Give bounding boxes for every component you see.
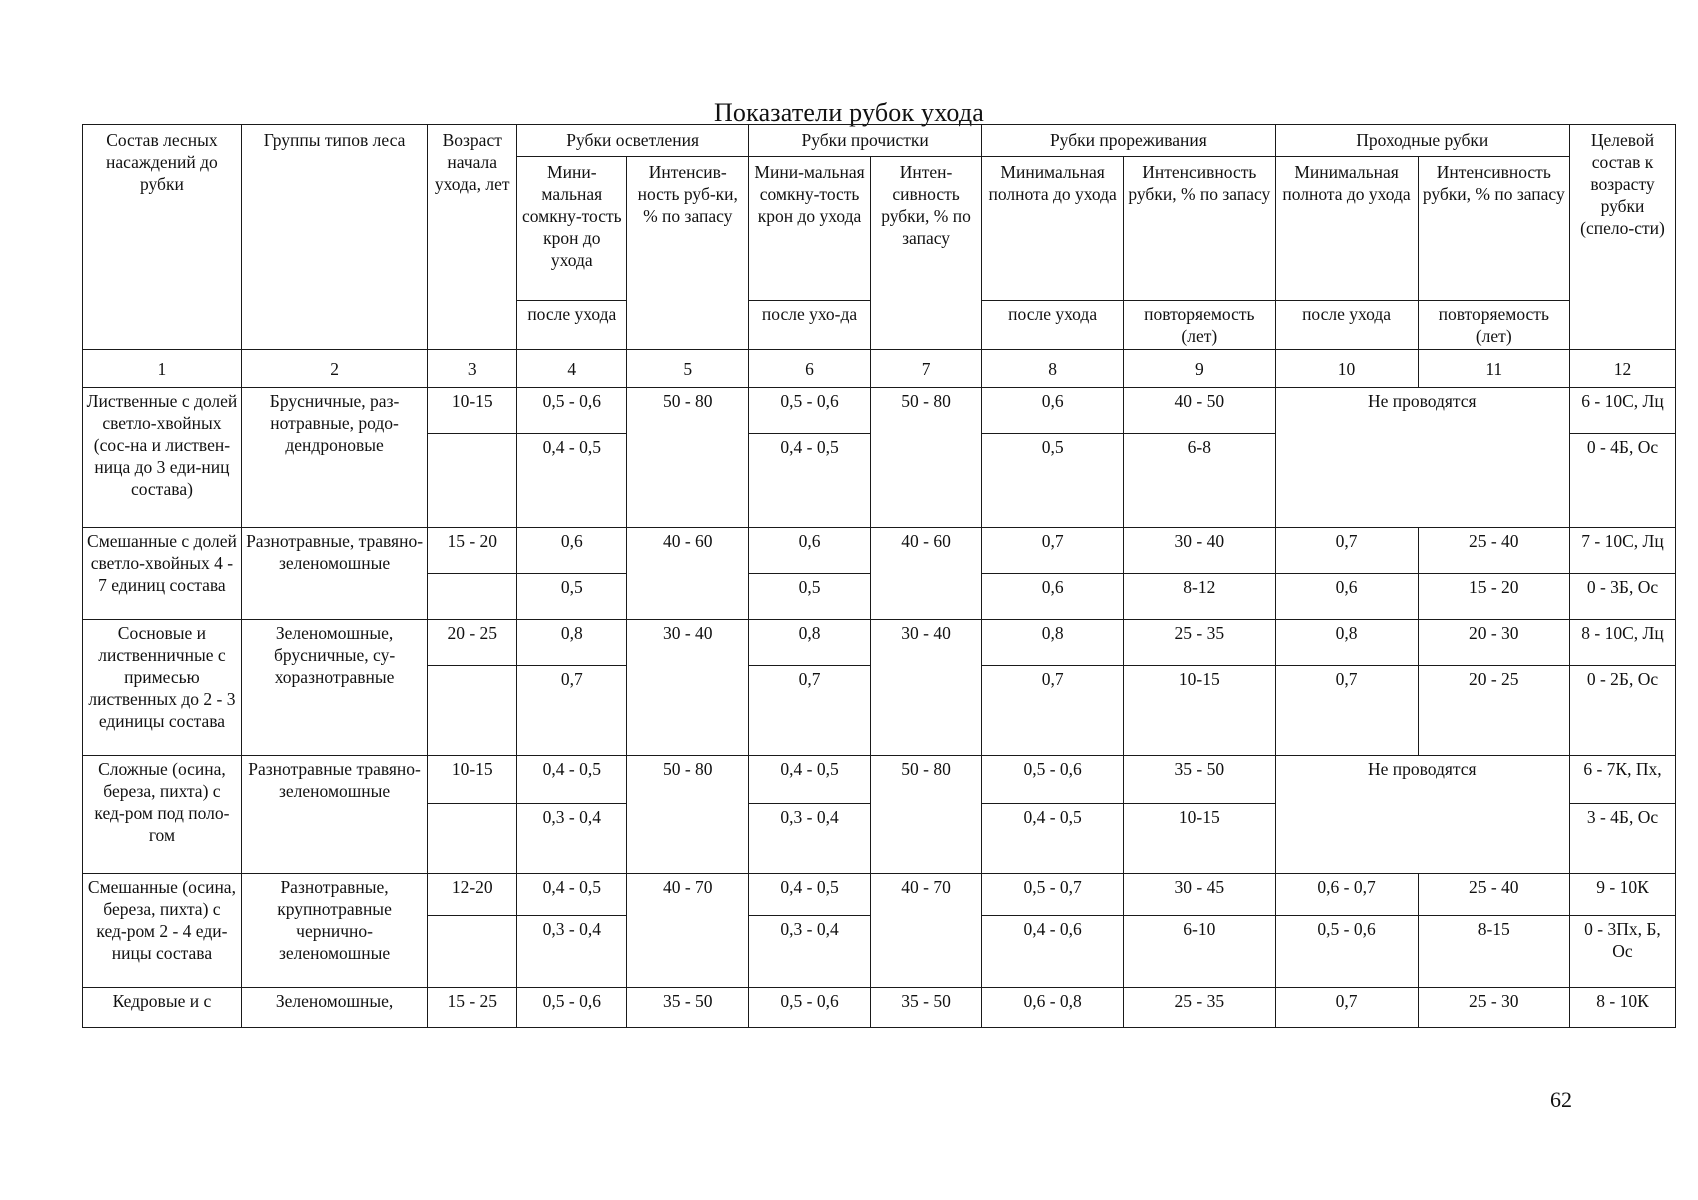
header-after-care: после ухода	[1275, 301, 1418, 350]
value-cell: 0,8	[749, 620, 871, 666]
table-row	[83, 620, 1676, 666]
target-cell: 6 - 10С, Лц	[1570, 388, 1676, 434]
value-cell: 50 - 80	[870, 388, 981, 528]
header-intensity-pass: Интенсивность рубки, % по запасу	[1418, 157, 1569, 301]
value-cell: 8-12	[1124, 574, 1275, 620]
value-cell: 50 - 80	[627, 388, 749, 528]
value-cell: 25 - 35	[1124, 620, 1275, 666]
forest-types-cell: Разнотравные травяно-зеленомошные	[241, 756, 427, 874]
value-cell: 0,5 - 0,6	[982, 756, 1124, 804]
forest-types-cell: Разнотравные, травяно-зеленомошные	[241, 528, 427, 620]
composition-cell: Сосновые и лиственничные с примесью лиственных до 2 - 3 единицы состава	[83, 620, 242, 756]
value-cell: 0,5	[982, 434, 1124, 528]
forest-types-cell: Зеленомошные,	[241, 988, 427, 1028]
composition-cell: Сложные (осина, береза, пихта) с кед-ром под поло-гом	[83, 756, 242, 874]
header-after-care: после ухо-да	[749, 301, 871, 350]
passage-note: Не проводятся	[1275, 388, 1569, 528]
start-age-cell: 15 - 25	[428, 988, 517, 1028]
header-intensity-clean: Интен-сивность рубки, % по запасу	[870, 157, 981, 350]
value-cell: 8-15	[1418, 916, 1569, 988]
start-age-cell: 10-15	[428, 756, 517, 804]
value-cell: 20 - 30	[1418, 620, 1569, 666]
value-cell: 0,7	[749, 666, 871, 756]
start-age-cell	[428, 574, 517, 620]
value-cell: 30 - 45	[1124, 874, 1275, 916]
column-number: 9	[1124, 350, 1275, 388]
value-cell: 0,5 - 0,6	[749, 388, 871, 434]
target-cell: 6 - 7К, Пх,	[1570, 756, 1676, 804]
header-forest-types: Группы типов леса	[241, 125, 427, 350]
header-composition: Состав лесных насаждений до рубки	[83, 125, 242, 350]
column-number: 6	[749, 350, 871, 388]
column-number: 3	[428, 350, 517, 388]
value-cell: 0,5 - 0,6	[517, 388, 627, 434]
value-cell: 6-10	[1124, 916, 1275, 988]
header-intensity-thin: Интенсивность рубки, % по запасу	[1124, 157, 1275, 301]
header-thinning: Рубки прореживания	[982, 125, 1275, 157]
value-cell: 0,6	[517, 528, 627, 574]
target-cell: 9 - 10К	[1570, 874, 1676, 916]
value-cell: 30 - 40	[870, 620, 981, 756]
table-row	[83, 388, 1676, 434]
forest-types-cell: Брусничные, раз-нотравные, родо-дендроновые	[241, 388, 427, 528]
value-cell: 0,3 - 0,4	[517, 916, 627, 988]
passage-note: Не проводятся	[1275, 756, 1569, 874]
value-cell: 10-15	[1124, 666, 1275, 756]
header-passage: Проходные рубки	[1275, 125, 1569, 157]
value-cell: 35 - 50	[627, 988, 749, 1028]
value-cell: 0,4 - 0,5	[749, 434, 871, 528]
header-cleaning: Рубки прочистки	[749, 125, 982, 157]
header-repeat: повторяемость (лет)	[1418, 301, 1569, 350]
value-cell: 0,4 - 0,5	[517, 434, 627, 528]
start-age-cell	[428, 916, 517, 988]
value-cell: 0,6	[982, 574, 1124, 620]
value-cell: 40 - 50	[1124, 388, 1275, 434]
table-row	[83, 988, 1676, 1028]
header-start-age: Возраст начала ухода, лет	[428, 125, 517, 350]
value-cell: 0,7	[1275, 988, 1418, 1028]
start-age-cell	[428, 666, 517, 756]
value-cell: 0,3 - 0,4	[749, 804, 871, 874]
start-age-cell: 20 - 25	[428, 620, 517, 666]
column-number: 4	[517, 350, 627, 388]
column-number: 10	[1275, 350, 1418, 388]
target-cell: 0 - 3Пх, Б, Ос	[1570, 916, 1676, 988]
value-cell: 40 - 60	[627, 528, 749, 620]
page-title: Показатели рубок ухода	[713, 98, 985, 127]
value-cell: 0,3 - 0,4	[749, 916, 871, 988]
value-cell: 25 - 35	[1124, 988, 1275, 1028]
header-target: Целевой состав к возрасту рубки (спело-сти)	[1570, 125, 1676, 350]
header-clarification: Рубки осветления	[517, 125, 749, 157]
header-repeat: повторяемость (лет)	[1124, 301, 1275, 350]
value-cell: 0,4 - 0,6	[982, 916, 1124, 988]
table-row	[83, 874, 1676, 916]
value-cell: 0,8	[517, 620, 627, 666]
target-cell: 8 - 10С, Лц	[1570, 620, 1676, 666]
header-min-crown: Мини-мальная сомкну-тость крон до ухода	[517, 157, 627, 301]
value-cell: 25 - 30	[1418, 988, 1569, 1028]
target-cell: 0 - 4Б, Ос	[1570, 434, 1676, 528]
column-number: 12	[1570, 350, 1676, 388]
value-cell: 0,7	[517, 666, 627, 756]
target-cell: 3 - 4Б, Ос	[1570, 804, 1676, 874]
start-age-cell	[428, 804, 517, 874]
value-cell: 35 - 50	[1124, 756, 1275, 804]
value-cell: 50 - 80	[627, 756, 749, 874]
value-cell: 6-8	[1124, 434, 1275, 528]
composition-cell: Лиственные с долей светло-хвойных (сос-на и листвен-ница до 3 еди-ниц состава)	[83, 388, 242, 528]
target-cell: 0 - 3Б, Ос	[1570, 574, 1676, 620]
value-cell: 0,4 - 0,5	[749, 756, 871, 804]
column-number: 8	[982, 350, 1124, 388]
value-cell: 15 - 20	[1418, 574, 1569, 620]
value-cell: 0,6 - 0,7	[1275, 874, 1418, 916]
value-cell: 0,4 - 0,5	[517, 756, 627, 804]
value-cell: 40 - 70	[870, 874, 981, 988]
header-min-crown-clean: Мини-мальная сомкну-тость крон до ухода	[749, 157, 871, 301]
header-after-care: после ухода	[982, 301, 1124, 350]
value-cell: 0,5	[749, 574, 871, 620]
target-cell: 0 - 2Б, Ос	[1570, 666, 1676, 756]
start-age-cell	[428, 434, 517, 528]
column-number: 1	[83, 350, 242, 388]
value-cell: 0,5 - 0,6	[1275, 916, 1418, 988]
value-cell: 40 - 70	[627, 874, 749, 988]
value-cell: 0,7	[982, 528, 1124, 574]
target-cell: 8 - 10К	[1570, 988, 1676, 1028]
start-age-cell: 15 - 20	[428, 528, 517, 574]
table-row	[83, 528, 1676, 574]
column-number: 11	[1418, 350, 1569, 388]
value-cell: 0,8	[982, 620, 1124, 666]
value-cell: 0,4 - 0,5	[982, 804, 1124, 874]
value-cell: 0,5	[517, 574, 627, 620]
value-cell: 0,7	[1275, 666, 1418, 756]
header-min-density: Минимальная полнота до ухода	[982, 157, 1124, 301]
value-cell: 0,6	[749, 528, 871, 574]
page-number: 62	[1550, 1087, 1572, 1112]
thinning-table	[82, 124, 1676, 1028]
value-cell: 30 - 40	[1124, 528, 1275, 574]
value-cell: 40 - 60	[870, 528, 981, 620]
value-cell: 0,6	[1275, 574, 1418, 620]
value-cell: 25 - 40	[1418, 528, 1569, 574]
value-cell: 25 - 40	[1418, 874, 1569, 916]
composition-cell: Смешанные (осина, береза, пихта) с кед-ром 2 - 4 еди-ницы состава	[83, 874, 242, 988]
header-min-density-pass: Минимальная полнота до ухода	[1275, 157, 1418, 301]
column-number: 7	[870, 350, 981, 388]
column-number-row	[83, 350, 1676, 388]
header-intensity-clar: Интенсив-ность руб-ки, % по запасу	[627, 157, 749, 350]
value-cell: 30 - 40	[627, 620, 749, 756]
value-cell: 0,6	[982, 388, 1124, 434]
value-cell: 0,7	[982, 666, 1124, 756]
value-cell: 0,4 - 0,5	[749, 874, 871, 916]
start-age-cell: 12-20	[428, 874, 517, 916]
value-cell: 0,6 - 0,8	[982, 988, 1124, 1028]
composition-cell: Смешанные с долей светло-хвойных 4 - 7 единиц состава	[83, 528, 242, 620]
value-cell: 0,8	[1275, 620, 1418, 666]
value-cell: 0,3 - 0,4	[517, 804, 627, 874]
value-cell: 0,5 - 0,7	[982, 874, 1124, 916]
header-after-care: после ухода	[517, 301, 627, 350]
value-cell: 20 - 25	[1418, 666, 1569, 756]
target-cell: 7 - 10С, Лц	[1570, 528, 1676, 574]
value-cell: 0,7	[1275, 528, 1418, 574]
value-cell: 0,5 - 0,6	[749, 988, 871, 1028]
value-cell: 35 - 50	[870, 988, 981, 1028]
forest-types-cell: Зеленомошные, брусничные, су-хоразнотравные	[241, 620, 427, 756]
value-cell: 0,5 - 0,6	[517, 988, 627, 1028]
value-cell: 0,4 - 0,5	[517, 874, 627, 916]
composition-cell: Кедровые и с	[83, 988, 242, 1028]
start-age-cell: 10-15	[428, 388, 517, 434]
forest-types-cell: Разнотравные, крупнотравные чернично-зеленомошные	[241, 874, 427, 988]
column-number: 2	[241, 350, 427, 388]
table-row	[83, 756, 1676, 804]
value-cell: 50 - 80	[870, 756, 981, 874]
value-cell: 10-15	[1124, 804, 1275, 874]
column-number: 5	[627, 350, 749, 388]
